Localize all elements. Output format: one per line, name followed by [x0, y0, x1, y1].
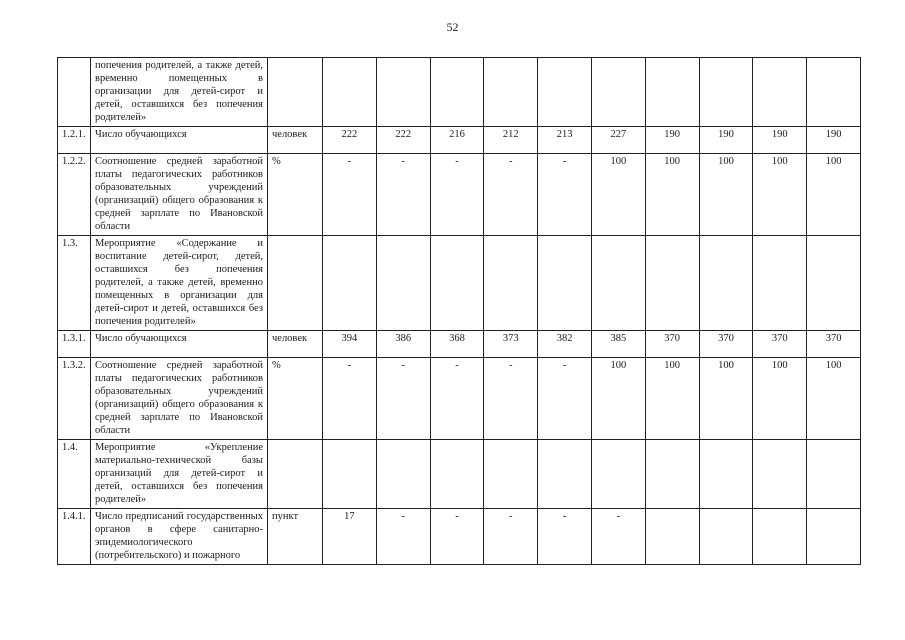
value-cell: [807, 58, 861, 127]
value-cell: [645, 236, 699, 331]
value-cell: [323, 58, 377, 127]
row-number-cell: 1.3.: [58, 236, 91, 331]
value-cell: [484, 58, 538, 127]
unit-cell: пункт: [268, 509, 323, 565]
table-row: [58, 440, 861, 509]
table-row: [58, 127, 861, 154]
indicators-table-body: [58, 58, 861, 565]
value-cell: [645, 58, 699, 127]
description-cell: Соотношение средней заработной платы педагогических работников образовательных учреждений (организаций) общего образования к средней зарплате по Ивановской области: [91, 154, 268, 236]
value-cell: 100: [753, 358, 807, 440]
value-cell: [376, 440, 430, 509]
value-cell: 100: [591, 154, 645, 236]
value-cell: 386: [376, 331, 430, 358]
value-cell: [323, 236, 377, 331]
row-number-cell: 1.3.2.: [58, 358, 91, 440]
value-cell: 368: [430, 331, 484, 358]
unit-cell: [268, 440, 323, 509]
value-cell: 17: [323, 509, 377, 565]
value-cell: 222: [376, 127, 430, 154]
value-cell: 190: [753, 127, 807, 154]
value-cell: [645, 509, 699, 565]
row-number-cell: 1.4.: [58, 440, 91, 509]
value-cell: 216: [430, 127, 484, 154]
unit-cell: [268, 236, 323, 331]
value-cell: -: [484, 154, 538, 236]
value-cell: -: [376, 358, 430, 440]
description-cell: Число обучающихся: [91, 331, 268, 358]
value-cell: 190: [645, 127, 699, 154]
row-number-cell: 1.3.1.: [58, 331, 91, 358]
value-cell: 100: [591, 358, 645, 440]
unit-cell: человек: [268, 127, 323, 154]
value-cell: [807, 509, 861, 565]
value-cell: [430, 236, 484, 331]
value-cell: -: [591, 509, 645, 565]
unit-cell: %: [268, 358, 323, 440]
value-cell: 100: [807, 358, 861, 440]
unit-cell: [268, 58, 323, 127]
row-number-cell: 1.4.1.: [58, 509, 91, 565]
value-cell: [753, 236, 807, 331]
unit-cell: человек: [268, 331, 323, 358]
value-cell: [699, 58, 753, 127]
value-cell: [538, 58, 592, 127]
value-cell: -: [323, 154, 377, 236]
value-cell: 100: [645, 358, 699, 440]
value-cell: [376, 236, 430, 331]
value-cell: 100: [807, 154, 861, 236]
value-cell: [753, 58, 807, 127]
value-cell: [753, 440, 807, 509]
value-cell: [484, 236, 538, 331]
value-cell: 382: [538, 331, 592, 358]
value-cell: [376, 58, 430, 127]
value-cell: -: [484, 509, 538, 565]
value-cell: 370: [753, 331, 807, 358]
value-cell: [538, 236, 592, 331]
value-cell: 370: [807, 331, 861, 358]
indicators-table: [57, 57, 861, 565]
table-row: [58, 509, 861, 565]
page-number: 52: [446, 20, 459, 34]
value-cell: 212: [484, 127, 538, 154]
value-cell: -: [430, 509, 484, 565]
value-cell: -: [323, 358, 377, 440]
unit-cell: %: [268, 154, 323, 236]
value-cell: [753, 509, 807, 565]
value-cell: 373: [484, 331, 538, 358]
value-cell: [538, 440, 592, 509]
value-cell: [699, 236, 753, 331]
value-cell: [591, 236, 645, 331]
value-cell: [323, 440, 377, 509]
value-cell: -: [538, 509, 592, 565]
row-number-cell: 1.2.1.: [58, 127, 91, 154]
value-cell: 100: [753, 154, 807, 236]
description-cell: попечения родителей, а также детей, временно помещенных в организации для детей-сирот и детей, оставшихся без попечения родителей»: [91, 58, 268, 127]
description-cell: Соотношение средней заработной платы педагогических работников образовательных учреждений (организаций) общего образования к средней зарплате по Ивановской области: [91, 358, 268, 440]
value-cell: 385: [591, 331, 645, 358]
value-cell: [645, 440, 699, 509]
description-cell: Число обучающихся: [91, 127, 268, 154]
value-cell: 222: [323, 127, 377, 154]
value-cell: 100: [699, 154, 753, 236]
description-cell: Мероприятие «Содержание и воспитание детей-сирот, детей, оставшихся без попечения родителей, а также детей, временно помещенных в организации для детей-сирот и детей, оставшихся без попечения родителей»: [91, 236, 268, 331]
value-cell: 370: [699, 331, 753, 358]
value-cell: [807, 236, 861, 331]
table-row: [58, 154, 861, 236]
value-cell: -: [538, 358, 592, 440]
value-cell: [430, 440, 484, 509]
value-cell: -: [538, 154, 592, 236]
description-cell: Число предписаний государственных органов в сфере санитарно-эпидемиологического (потребительского) и пожарного: [91, 509, 268, 565]
value-cell: 100: [699, 358, 753, 440]
value-cell: -: [430, 154, 484, 236]
value-cell: -: [376, 509, 430, 565]
value-cell: 213: [538, 127, 592, 154]
row-number-cell: [58, 58, 91, 127]
value-cell: 370: [645, 331, 699, 358]
value-cell: 190: [807, 127, 861, 154]
table-row: [58, 358, 861, 440]
value-cell: 227: [591, 127, 645, 154]
table-row: [58, 331, 861, 358]
value-cell: [699, 440, 753, 509]
value-cell: -: [484, 358, 538, 440]
table-row: [58, 58, 861, 127]
value-cell: -: [376, 154, 430, 236]
value-cell: [591, 58, 645, 127]
table-row: [58, 236, 861, 331]
description-cell: Мероприятие «Укрепление материально-технической базы организаций для детей-сирот и детей, оставшихся без попечения родителей»: [91, 440, 268, 509]
value-cell: 100: [645, 154, 699, 236]
value-cell: [484, 440, 538, 509]
value-cell: [807, 440, 861, 509]
value-cell: [430, 58, 484, 127]
value-cell: [591, 440, 645, 509]
value-cell: 190: [699, 127, 753, 154]
value-cell: 394: [323, 331, 377, 358]
value-cell: -: [430, 358, 484, 440]
value-cell: [699, 509, 753, 565]
row-number-cell: 1.2.2.: [58, 154, 91, 236]
